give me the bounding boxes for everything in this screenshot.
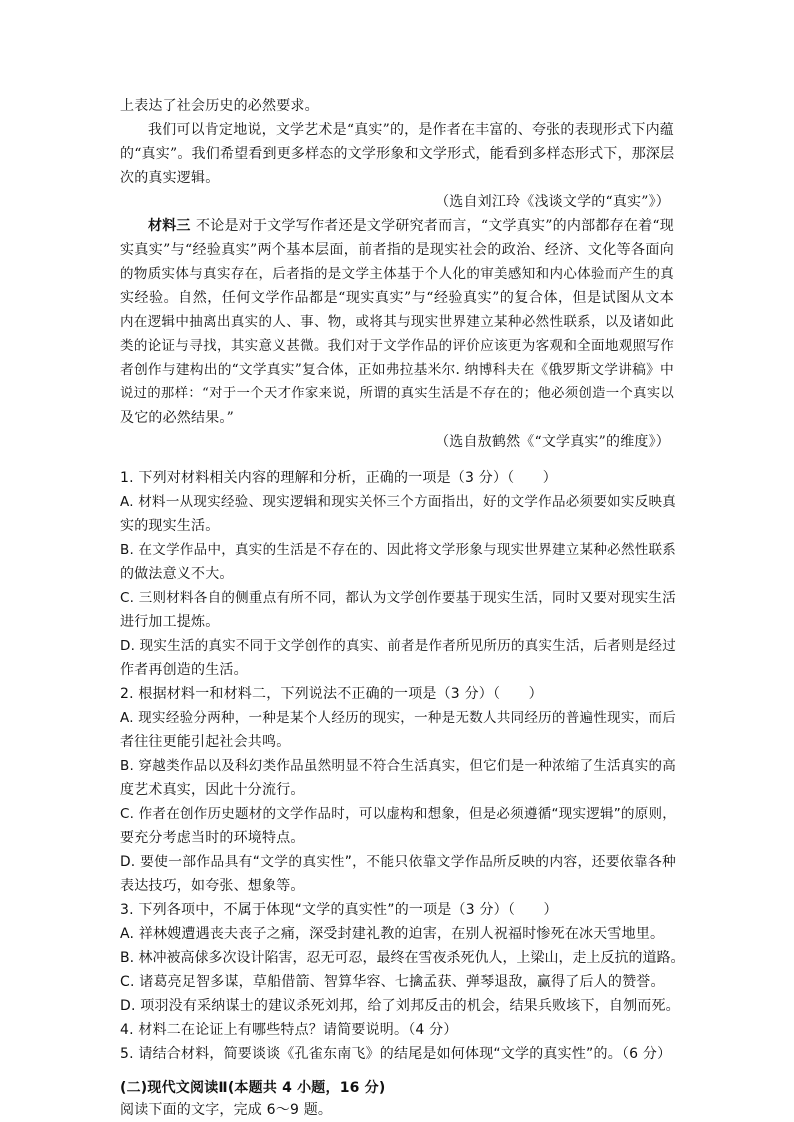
question-option: A. 现实经验分两种，一种是某个人经历的现实，一种是无数人共同经历的普遍性现实，而后 <box>120 710 676 726</box>
passage-line: 实真实”与“经验真实”两个基本层面，前者指的是现实社会的政治、经济、文化等各面向 <box>120 242 674 258</box>
question-option: B. 在文学作品中，真实的生活是不存在的、因此将文学形象与现实世界建立某种必然性联系 <box>120 542 676 558</box>
question-option: C. 诸葛亮足智多谋，草船借箭、智算华容、七擒孟获、弹琴退敌，赢得了后人的赞誉。 <box>120 974 665 990</box>
question-option: 者往往更能引起社会共鸣。 <box>120 734 291 750</box>
question-option: D. 项羽没有采纳谋士的建议杀死刘邦，给了刘邦反击的机会，结果兵败垓下，自刎而死。 <box>120 998 680 1014</box>
passage-line: 的物质实体与真实存在，后者指的是文学主体基于个人化的审美感知和内心体验而产生的真 <box>120 266 674 282</box>
question-option: B. 林冲被高俅多次设计陷害，忍无可忍，最终在雪夜杀死仇人，上梁山，走上反抗的道路。 <box>120 950 685 966</box>
question-option: B. 穿越类作品以及科幻类作品虽然明显不符合生活真实，但它们是一种浓缩了生活真实的高 <box>120 758 676 774</box>
question-option: 进行加工提炼。 <box>120 614 220 630</box>
question-stem: 2. 根据材料一和材料二，下列说法不正确的一项是（3 分）（ ） <box>120 686 543 702</box>
passage-line: 不论是对于文学写作者还是文学研究者而言，“文学真实”的内部都存在着“现 <box>196 218 674 234</box>
section-heading: (二)现代文阅读Ⅱ(本题共 4 小题，16 分) <box>120 1080 386 1096</box>
passage-line: 的“真实”。我们希望看到更多样态的文学形象和文学形式，能看到多样态形式下，那深层 <box>120 146 674 162</box>
question-option: D. 现实生活的真实不同于文学创作的真实、前者是作者所见所历的真实生活，后者则是经过 <box>120 638 676 654</box>
passage-line: 者创作与建构出的“文学真实”复合体，正如弗拉基米尔. 纳博科夫在《俄罗斯文学讲稿》中 <box>120 362 674 378</box>
question-stem: 3. 下列各项中，不属于体现“文学的真实性”的一项是（3 分）（ ） <box>120 902 558 918</box>
passage-line: 我们可以肯定地说，文学艺术是“真实”的，是作者在丰富的、夸张的表现形式下内蕴 <box>148 122 674 138</box>
passage-line: 内在逻辑中抽离出真实的人、事、物，或将其与现实世界建立某种必然性联系，以及诸如此 <box>120 314 674 330</box>
question-stem: 5. 请结合材料，简要谈谈《孔雀东南飞》的结尾是如何体现“文学的真实性”的。（6 分） <box>120 1046 672 1062</box>
question-option: 实的现实生活。 <box>120 518 220 534</box>
passage-line: 实经验。自然，任何文学作品都是“现实真实”与“经验真实”的复合体，但是试图从文本 <box>120 290 674 306</box>
question-option: A. 祥林嫂遭遇丧夫丧子之痛，深受封建礼教的迫害，在别人祝福时惨死在冰天雪地里。 <box>120 926 665 942</box>
question-option: 表达技巧，如夸张、想象等。 <box>120 878 305 894</box>
question-stem: 4. 材料二在论证上有哪些特点？请简要说明。（4 分） <box>120 1022 458 1038</box>
passage-line: 次的真实逻辑。 <box>120 170 220 186</box>
passage-line: 说过的那样：“对于一个天才作家来说，所谓的真实生活是不存在的；他必须创造一个真实以 <box>120 386 674 401</box>
question-option: D. 要使一部作品具有“文学的真实性”，不能只依靠文学作品所反映的内容，还要依靠各种 <box>120 854 676 870</box>
section-instruction: 阅读下面的文字，完成 6～9 题。 <box>120 1102 333 1118</box>
question-option: C. 作者在创作历史题材的文学作品时，可以虚构和想象，但是必须遵循“现实逻辑”的原则， <box>120 806 676 822</box>
source-citation: （选自敖鹤然《“文学真实”的维度》） <box>435 434 670 450</box>
passage-line: 及它的必然结果。” <box>120 410 234 426</box>
question-option: 作者再创造的生活。 <box>120 662 248 678</box>
question-option: 度艺术真实，因此十分流行。 <box>120 782 305 798</box>
question-option: A. 材料一从现实经验、现实逻辑和现实关怀三个方面指出，好的文学作品必须要如实反映真 <box>120 494 676 510</box>
question-stem: 1. 下列对材料相关内容的理解和分析，正确的一项是（3 分）（ ） <box>120 470 557 486</box>
question-option: C. 三则材料各自的侧重点有所不同，都认为文学创作要基于现实生活，同时又要对现实生活 <box>120 590 676 606</box>
passage-line: 类的论证与寻找，其实意义甚微。我们对于文学作品的评价应该更为客观和全面地观照写作 <box>120 338 674 354</box>
question-option: 要充分考虑当时的环境特点。 <box>120 830 305 846</box>
question-option: 的做法意义不大。 <box>120 566 234 582</box>
passage-line: 上表达了社会历史的必然要求。 <box>120 98 319 114</box>
material-label: 材料三 <box>148 218 191 234</box>
source-citation: （选自刘江玲《浅谈文学的“真实”》） <box>435 194 670 210</box>
